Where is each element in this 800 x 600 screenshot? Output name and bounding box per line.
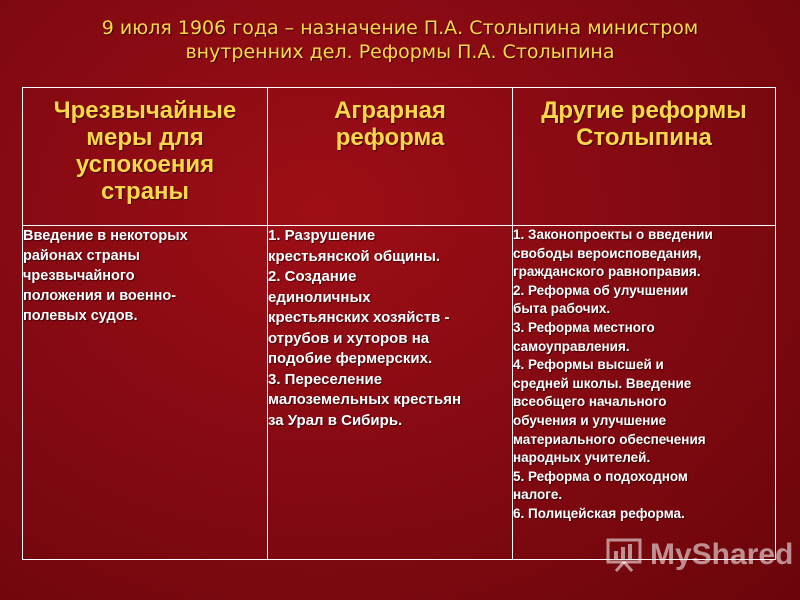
text-line: малоземельных крестьян xyxy=(268,391,462,408)
text-line: свободы вероисповедания, xyxy=(513,245,702,261)
text-line: 5. Реформа о подоходном xyxy=(513,468,688,484)
table-body-row xyxy=(23,226,776,560)
text-line: 3. Реформа местного xyxy=(513,319,655,335)
watermark-text: MyShared xyxy=(650,538,794,571)
text-line: крестьянских хозяйств - xyxy=(268,309,450,326)
slide-title-line-2: внутренних дел. Реформы П.А. Столыпина xyxy=(185,41,615,63)
text-line: полевых судов. xyxy=(23,308,138,324)
text-line: гражданского равноправия. xyxy=(513,264,701,280)
text-line: чрезвычайного xyxy=(23,268,135,284)
text-line: самоуправления. xyxy=(513,338,630,354)
cell-other-reforms xyxy=(513,226,776,560)
text-line: Столыпина xyxy=(576,124,712,151)
text-line: Введение в некоторых xyxy=(23,228,188,244)
text-line: реформа xyxy=(335,124,445,151)
text-line: Аграрная xyxy=(334,97,446,124)
text-line: всеобщего начального xyxy=(513,394,667,410)
text-line: быта рабочих. xyxy=(513,301,611,317)
text-line: налоге. xyxy=(513,487,563,503)
header-other-reforms xyxy=(513,88,776,226)
text-line: 1. Законопроекты о введении xyxy=(513,227,713,242)
text-line: народных учителей. xyxy=(513,450,651,466)
text-line: крестьянской общины. xyxy=(268,247,441,265)
header-emergency-measures xyxy=(23,88,268,226)
text-line: за Урал в Сибирь. xyxy=(268,411,403,429)
text-line: отрубов и хуторов на xyxy=(268,329,430,347)
text-line: единоличных xyxy=(268,288,371,306)
text-line: подобие фермерских. xyxy=(268,350,433,367)
slide-title xyxy=(60,16,740,64)
text-line: обучения и улучшение xyxy=(513,412,667,428)
text-line: 4. Реформы высшей и xyxy=(513,357,664,373)
header-agrarian-reform xyxy=(268,88,513,226)
text-line: 2. Создание xyxy=(268,268,357,285)
reforms-table xyxy=(22,87,776,560)
text-line: материального обеспечения xyxy=(513,431,706,447)
text-line: районах страны xyxy=(23,248,140,264)
text-line: 3. Переселение xyxy=(268,370,383,388)
presentation-screen-icon xyxy=(604,537,644,573)
text-line: 6. Полицейская реформа. xyxy=(513,505,685,521)
text-line: меры для xyxy=(86,124,204,151)
table-header-row xyxy=(23,88,776,226)
text-line: положения и военно- xyxy=(23,288,177,304)
cell-agrarian-reform xyxy=(268,226,513,560)
text-line: 2. Реформа об улучшении xyxy=(513,282,689,298)
cell-emergency-measures xyxy=(23,226,268,560)
slide-title-line-1: 9 июля 1906 года – назначение П.А. Столыпина министром xyxy=(101,17,699,39)
text-line: 1. Разрушение xyxy=(268,227,376,244)
text-line: успокоения xyxy=(75,151,215,178)
text-line: средней школы. Введение xyxy=(513,375,692,391)
text-line: Чрезвычайные xyxy=(53,97,237,124)
text-line: страны xyxy=(100,178,190,205)
text-line: Другие реформы xyxy=(541,97,747,124)
myshared-watermark xyxy=(604,537,793,573)
